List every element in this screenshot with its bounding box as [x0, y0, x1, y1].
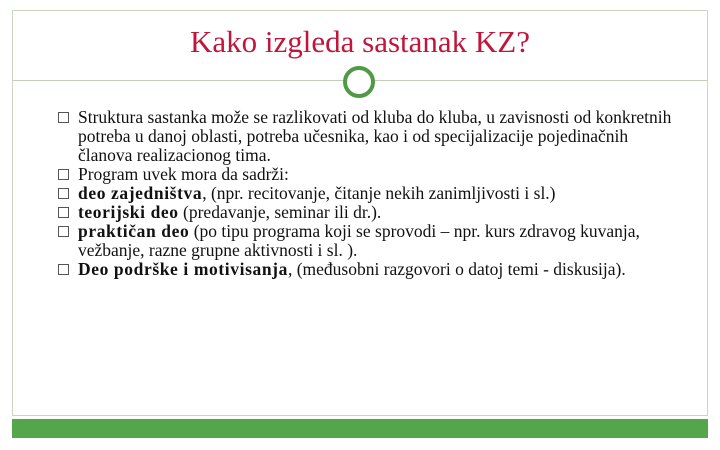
item-text: (po tipu programa koji se sprovodi – npr. kurs zdravog kuvanja, vežbanje, razne grupne aktivnosti i sl. ). — [78, 221, 640, 260]
slide-title: Kako izgleda sastanak KZ? — [189, 24, 530, 59]
item-bold-term: Deo podrške i motivisanja — [78, 259, 288, 279]
ring-ornament-icon — [343, 66, 375, 98]
list-item — [58, 260, 678, 279]
list-item — [58, 203, 678, 222]
item-bold-term: deo zajedništva — [78, 183, 203, 203]
square-bullet-icon — [58, 112, 69, 123]
square-bullet-icon — [58, 226, 69, 237]
item-text: , (npr. recitovanje, čitanje nekih zanimljivosti i sl.) — [202, 183, 556, 203]
footer-bar — [12, 419, 708, 438]
list-item — [58, 222, 678, 260]
bullet-list — [58, 108, 678, 279]
list-item — [58, 184, 678, 203]
list-item — [58, 108, 678, 165]
square-bullet-icon — [58, 169, 69, 180]
item-text: Program uvek mora da sadrži: — [78, 164, 289, 184]
list-item — [58, 165, 678, 184]
item-text: (predavanje, seminar ili dr.). — [178, 202, 382, 222]
item-text: , (međusobni razgovori o datoj temi - diskusija). — [287, 259, 626, 279]
item-text: Struktura sastanka može se razlikovati od kluba do kluba, u zavisnosti od konkretnih potreba u danoj oblasti, potreba učesnika, kao i od specijalizacije pojedinačnih članova realizacionog tima. — [78, 107, 672, 165]
item-bold-term: praktičan deo — [78, 221, 190, 241]
square-bullet-icon — [58, 188, 69, 199]
square-bullet-icon — [58, 207, 69, 218]
square-bullet-icon — [58, 264, 69, 275]
item-bold-term: teorijski deo — [78, 202, 179, 222]
